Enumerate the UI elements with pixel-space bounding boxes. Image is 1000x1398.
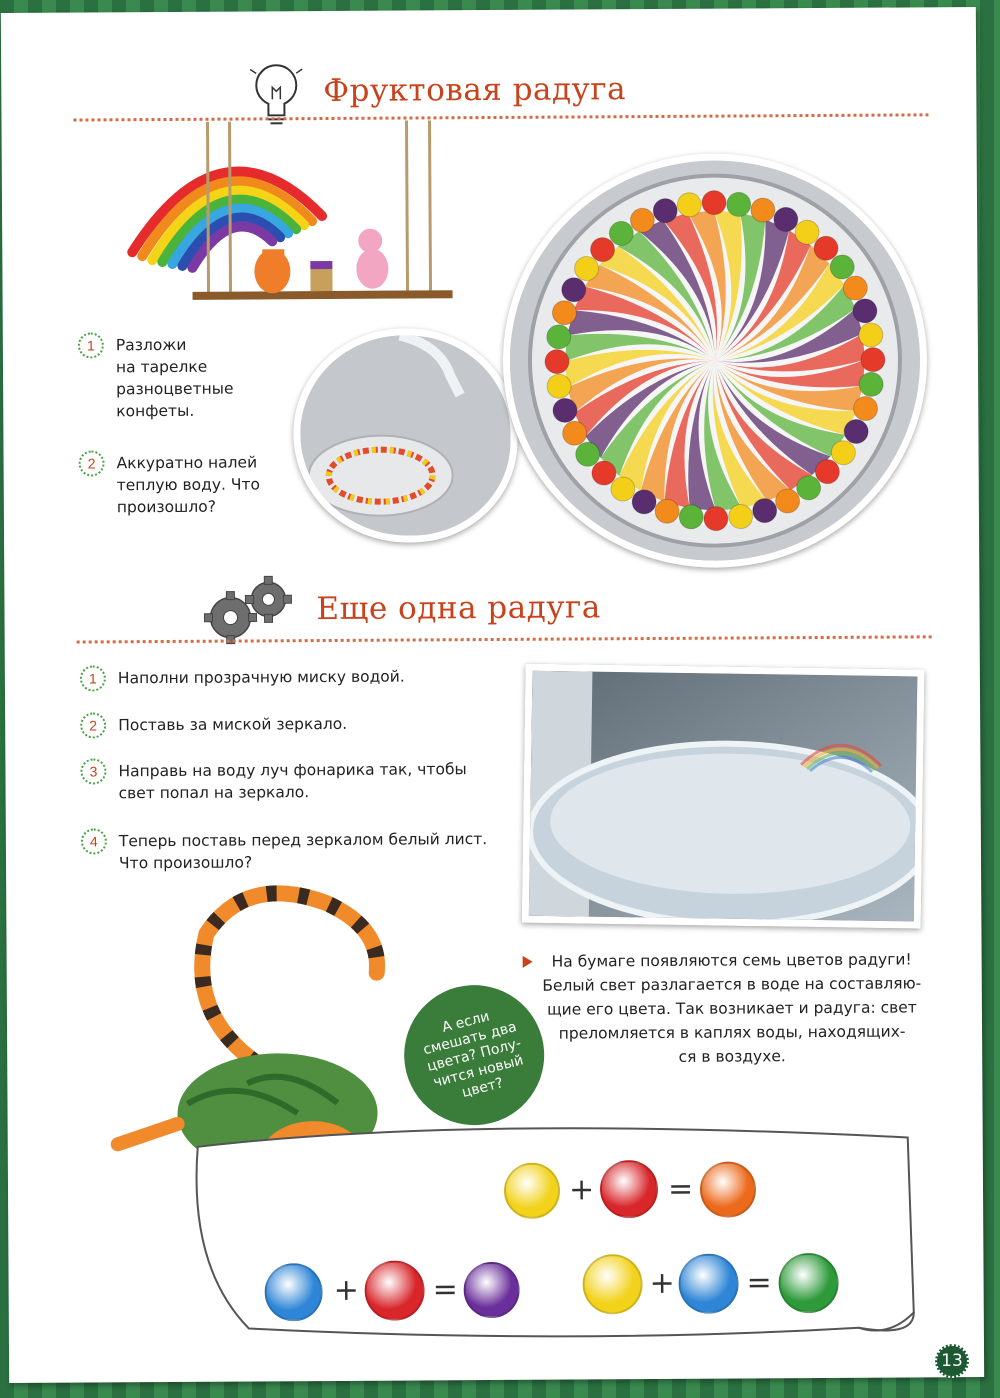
page [1, 7, 984, 1383]
rainbow-illustration [111, 120, 457, 312]
yellow-color-dot [504, 1163, 560, 1219]
section1-step-2 [79, 451, 261, 518]
step-text: Наполни прозрачную миску водой. [117, 667, 405, 688]
step-text: Направь на воду луч фонарика так, чтобы свет попал на зеркало. [118, 760, 467, 803]
step-text: Аккуратно налей теплую воду. Что произошло? [116, 453, 261, 517]
red-color-dot [364, 1260, 424, 1320]
section2-title: Еще одна радуга [316, 589, 601, 628]
blue-color-dot [264, 1263, 322, 1321]
step-number-badge: 1 [78, 332, 104, 358]
red-color-dot [600, 1160, 658, 1218]
step-text: Поставь за миской зеркало. [118, 714, 348, 735]
section2-step-4 [81, 828, 488, 874]
candy-plate-photo [293, 328, 518, 543]
step-text: Разложи на тарелке разноцветные конфеты. [115, 335, 234, 421]
skittles-rainbow-photo [502, 152, 929, 569]
gears-icon [202, 571, 297, 650]
water-bowl-photo [522, 664, 925, 929]
purple-color-dot [463, 1262, 519, 1318]
section2-step-1 [80, 666, 405, 692]
divider [73, 113, 928, 121]
step-number-badge: 2 [78, 450, 104, 476]
equals-sign: = [667, 1171, 694, 1207]
step-number-badge: 3 [80, 758, 106, 784]
step-number-badge: 2 [80, 712, 106, 738]
plus-sign: + [333, 1272, 359, 1308]
step-text: Теперь поставь перед зеркалом белый лист. Что произошло? [118, 830, 488, 873]
plus-sign: + [568, 1172, 595, 1208]
speech-bubble: А если смешать два цвета? Полу- чится новый цвет? [389, 970, 559, 1140]
blue-color-dot [678, 1254, 738, 1314]
answer-text: На бумаге появляются семь цветов радуги! Белый свет разлагается в воде на составляю- щие его цвета. Так возникает и радуга: свет преломляется в каплях воды, находящих- ся в воздухе. [542, 950, 922, 1066]
equals-sign: = [746, 1265, 772, 1301]
step-number-badge: 4 [81, 828, 107, 854]
green-color-dot [778, 1253, 838, 1313]
step-number-badge: 1 [80, 665, 106, 691]
plus-sign: + [649, 1265, 675, 1302]
equals-sign: = [432, 1272, 458, 1308]
section1-step-1 [78, 334, 234, 423]
section2-step-2 [80, 713, 347, 739]
section2-step-3 [80, 758, 467, 804]
page-number: 13 [935, 1344, 969, 1378]
section1-title: Фруктовая радуга [323, 71, 627, 110]
orange-color-dot [700, 1161, 756, 1217]
yellow-color-dot [582, 1254, 642, 1314]
